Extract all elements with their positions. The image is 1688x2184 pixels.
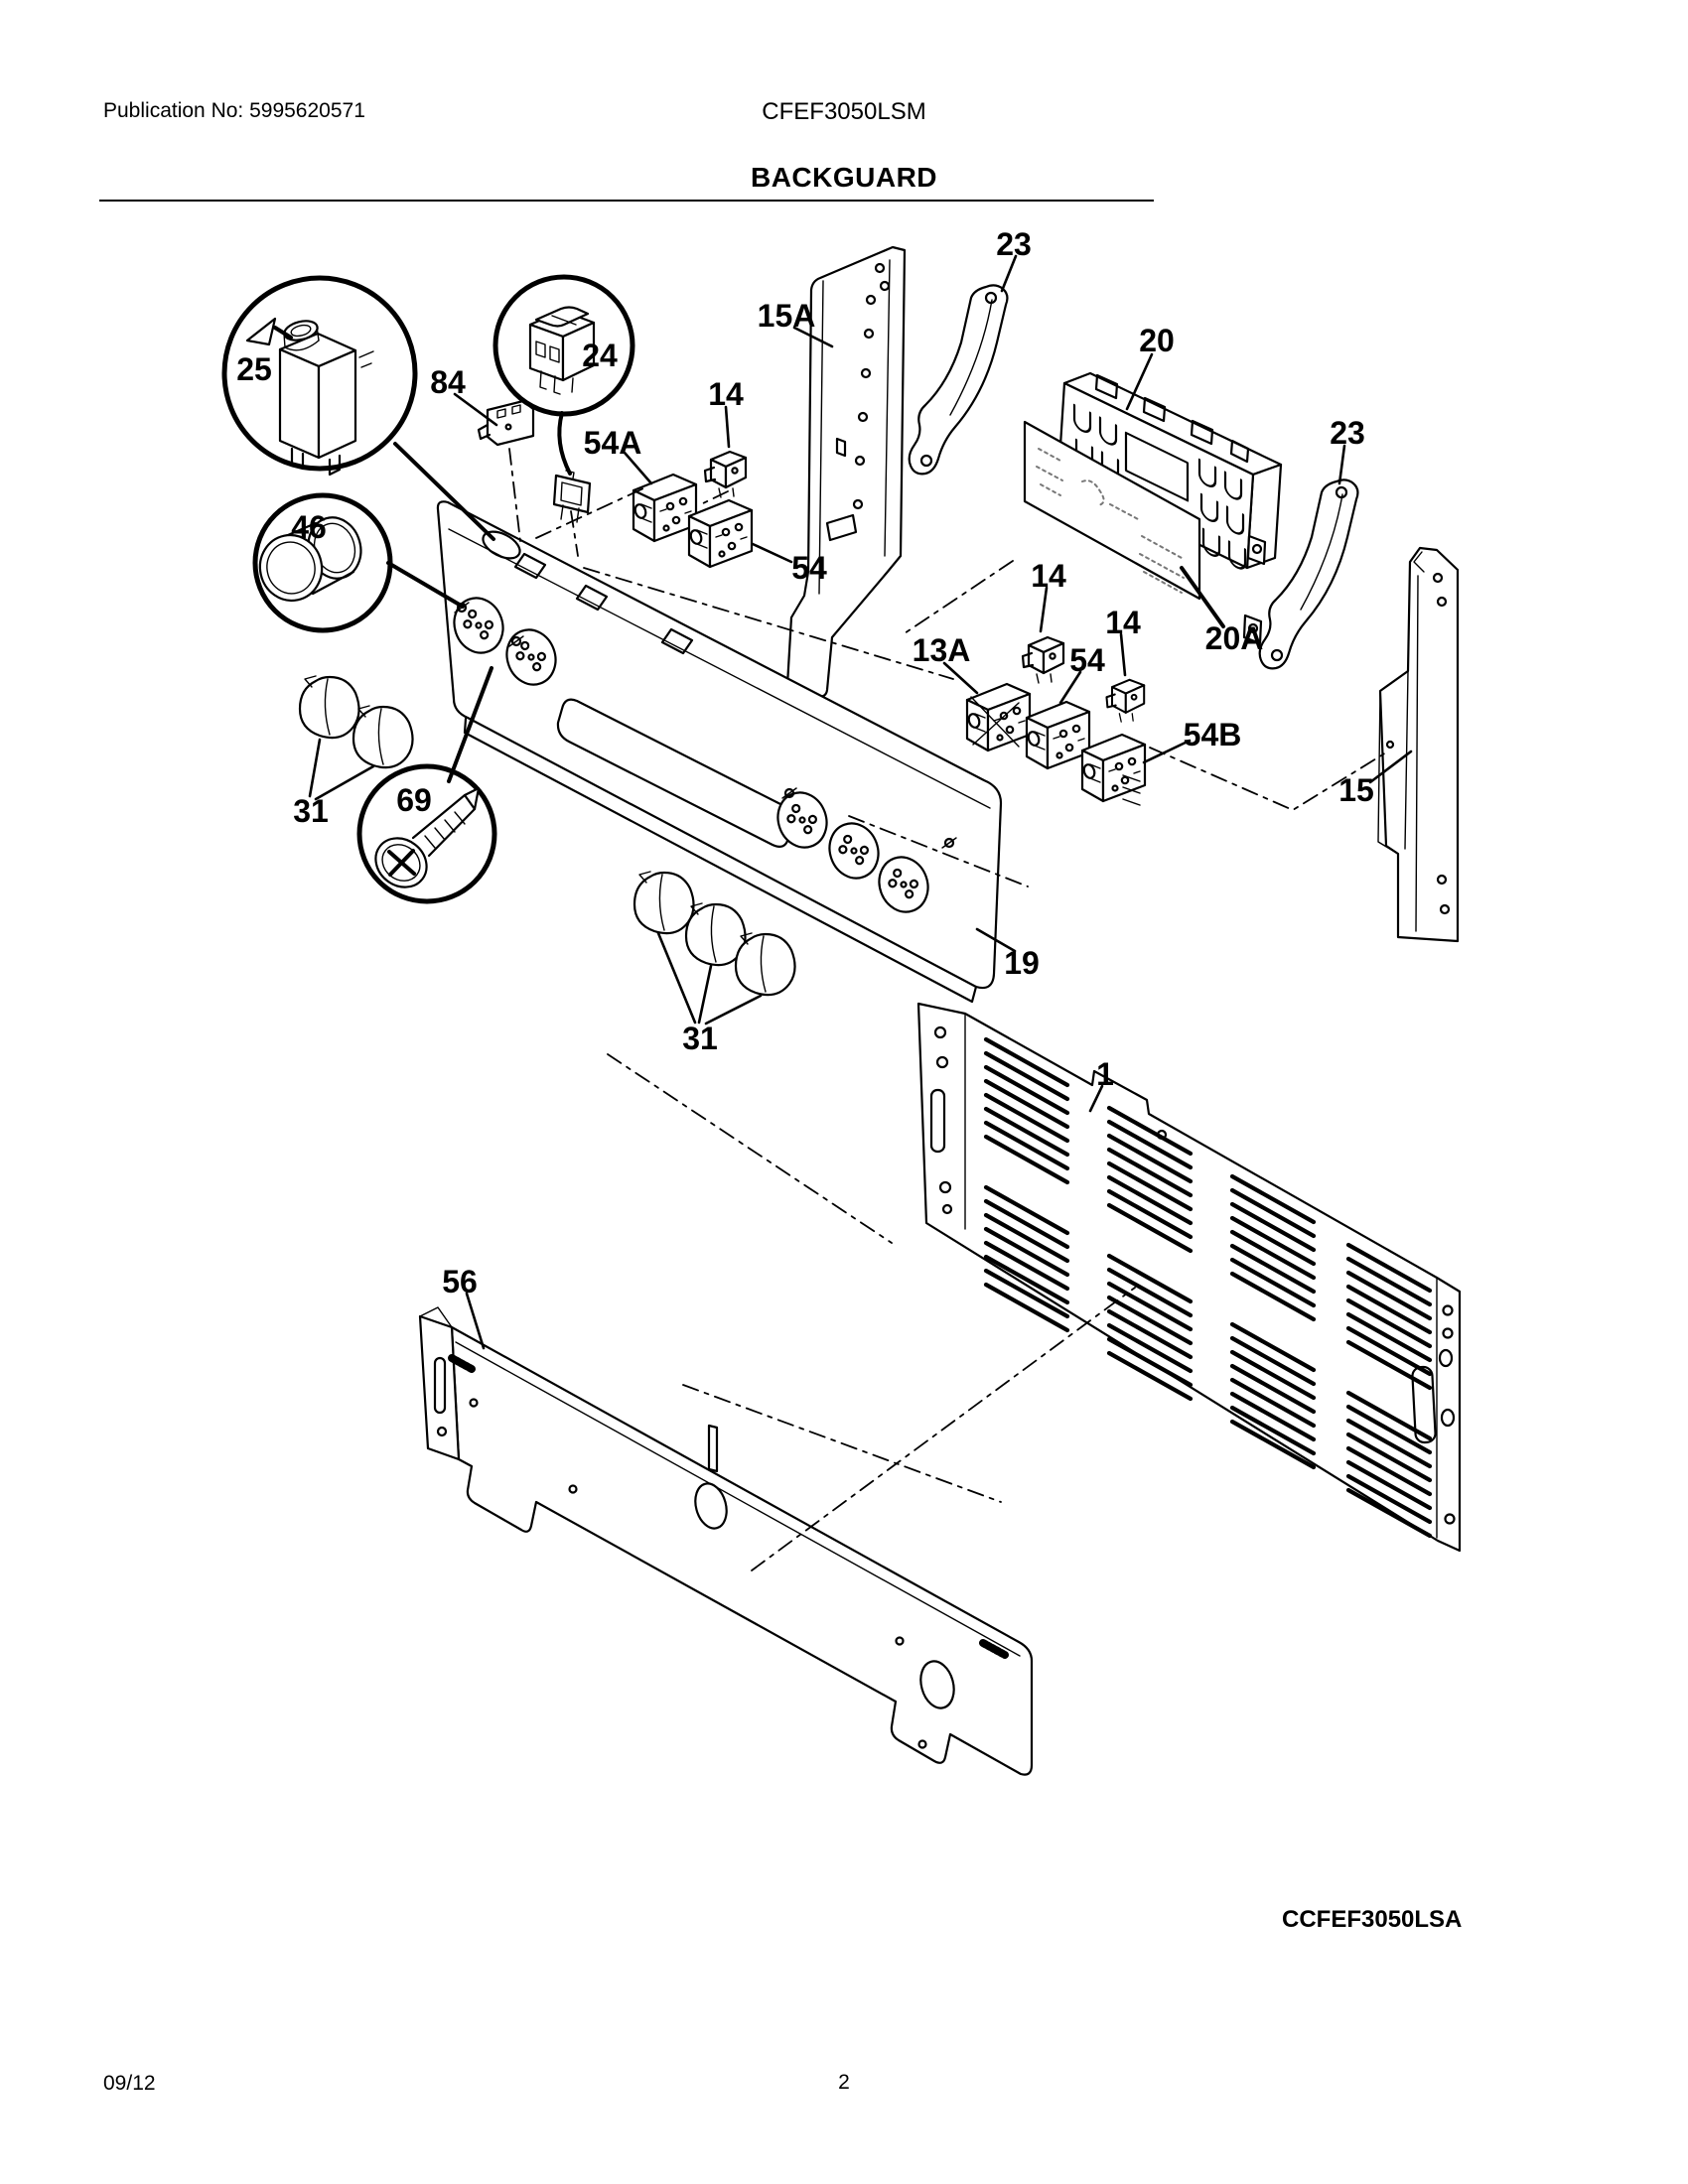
lower-panel-56 <box>420 1307 1032 1775</box>
footer-date: 09/12 <box>103 2072 156 2095</box>
switch-14-top <box>705 452 746 497</box>
knob-31-bottom-3 <box>736 933 795 995</box>
part-label-19: 19 <box>1004 945 1040 981</box>
part-label-54B: 54B <box>1183 717 1242 752</box>
part-label-20A: 20A <box>1204 620 1264 656</box>
bracket-23-left <box>910 285 1008 474</box>
part-label-1: 1 <box>1096 1056 1114 1092</box>
part-label-20: 20 <box>1139 323 1175 358</box>
knob-31-left-1 <box>300 676 359 738</box>
part-label-56: 56 <box>442 1264 478 1299</box>
part-label-14-b: 14 <box>1031 558 1066 594</box>
part-label-14-c: 14 <box>1105 605 1141 640</box>
footer-page-number: 2 <box>838 2071 850 2094</box>
part-label-23-b: 23 <box>1330 415 1365 451</box>
switch-54B <box>1082 735 1145 805</box>
switch-14-mid-left <box>1023 637 1063 683</box>
part-label-31-b: 31 <box>682 1021 718 1056</box>
part-label-23-a: 23 <box>996 226 1032 262</box>
diagram-variant-code: CCFEF3050LSA <box>1282 1906 1463 1933</box>
side-bracket-15 <box>1378 548 1458 941</box>
infinite-switch-54-mid <box>1027 702 1089 768</box>
model-number: CFEF3050LSM <box>762 98 926 125</box>
part-label-15A: 15A <box>757 298 816 334</box>
part-label-54-b: 54 <box>1069 642 1105 678</box>
part-label-24: 24 <box>582 338 618 373</box>
knob-31-left-2 <box>353 706 413 767</box>
part-label-46: 46 <box>291 509 327 545</box>
part-label-25: 25 <box>236 351 272 387</box>
part-label-54A: 54A <box>583 425 642 461</box>
switch-14-mid-right <box>1106 680 1144 722</box>
publication-number: Publication No: 5995620571 <box>103 99 365 122</box>
part-label-54-a: 54 <box>791 550 827 586</box>
part-label-14-a: 14 <box>708 376 744 412</box>
part-label-13A: 13A <box>912 632 971 668</box>
knob-31-bottom-1 <box>634 872 694 933</box>
part-label-31-a: 31 <box>293 793 329 829</box>
infinite-switch-54-left <box>689 500 752 567</box>
page-title: BACKGUARD <box>750 162 938 193</box>
infinite-switch-54A <box>633 475 696 541</box>
rear-panel-1 <box>918 1004 1460 1551</box>
part-label-15: 15 <box>1338 772 1374 808</box>
part-label-84: 84 <box>430 364 466 400</box>
switch-84 <box>479 401 533 445</box>
part-label-69: 69 <box>396 782 432 818</box>
